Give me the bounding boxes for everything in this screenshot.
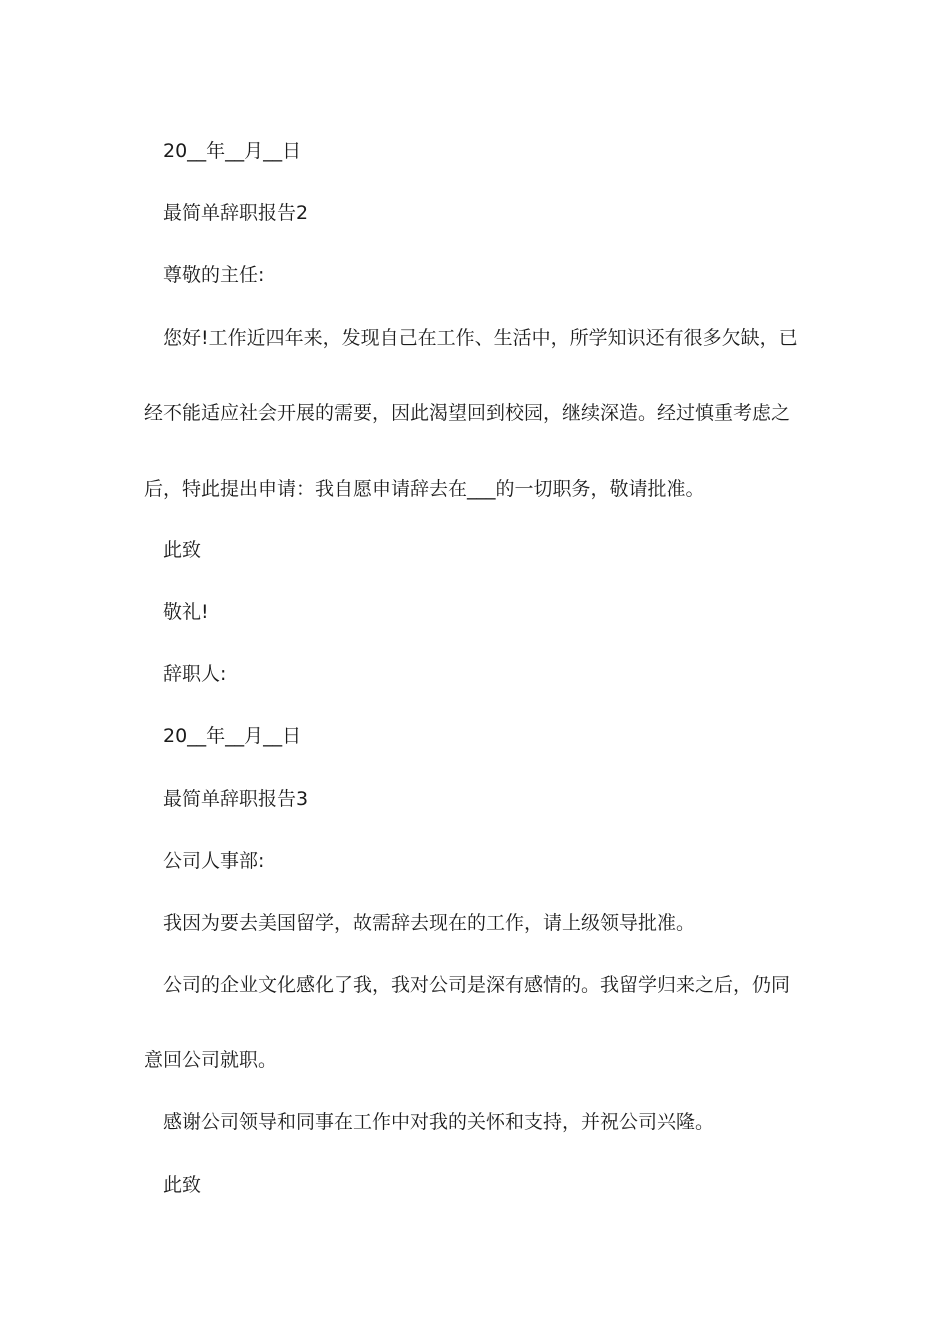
closing-line: 此致 <box>163 539 202 561</box>
closing-line: 此致 <box>163 1174 202 1196</box>
date-line: 20__年__月__日 <box>163 725 302 747</box>
body-paragraph-line: 您好!工作近四年来，发现自己在工作、生活中，所学知识还有很多欠缺，已 <box>163 327 798 349</box>
date-line: 20__年__月__日 <box>163 140 302 162</box>
closing-line: 敬礼! <box>163 601 209 623</box>
section-title: 最简单辞职报告2 <box>163 202 309 224</box>
body-paragraph-line: 公司的企业文化感化了我，我对公司是深有感情的。我留学归来之后，仍同 <box>163 974 791 996</box>
salutation: 尊敬的主任: <box>163 264 265 286</box>
body-paragraph-line: 后，特此提出申请：我自愿申请辞去在___的一切职务，敬请批准。 <box>144 478 705 500</box>
body-paragraph-line: 经不能适应社会开展的需要，因此渴望回到校园，继续深造。经过慎重考虑之 <box>144 402 791 424</box>
body-paragraph-line: 我因为要去美国留学，故需辞去现在的工作，请上级领导批准。 <box>163 912 696 934</box>
body-paragraph-line: 感谢公司领导和同事在工作中对我的关怀和支持，并祝公司兴隆。 <box>163 1111 715 1133</box>
body-paragraph-line: 意回公司就职。 <box>144 1049 278 1071</box>
salutation: 公司人事部: <box>163 850 265 872</box>
signature-line: 辞职人: <box>163 663 227 685</box>
section-title: 最简单辞职报告3 <box>163 788 309 810</box>
